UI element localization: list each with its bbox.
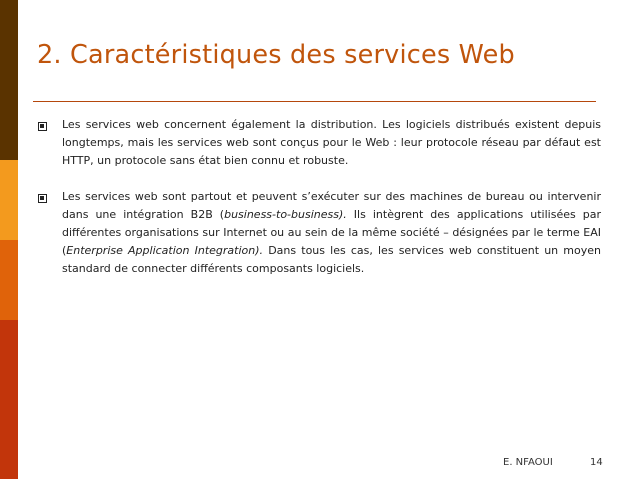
square-bullet-icon [38, 122, 47, 131]
sidebar-segment-light-orange [0, 160, 18, 240]
sidebar-segment-dark-brown [0, 0, 18, 160]
slide-title: 2. Caractéristiques des services Web [37, 40, 515, 70]
footer-page-number: 14 [590, 457, 603, 468]
bullet-paragraph-2 [62, 188, 601, 278]
bullet-paragraph-1: Les services web concernent également la distribution. Les logiciels distribués existent depuis longtemps, mais les services web sont conçus pour le Web : leur protocole réseau par défaut est HTTP, un protocole sans état bien connu et robuste. [62, 118, 601, 167]
bullet-2-text-part-1: Les services web sont partout et peuvent s’exécuter sur des machines de bureau ou intervenir dans une intégration B2B ( [62, 190, 601, 221]
title-divider [33, 101, 596, 102]
sidebar-segment-red-orange [0, 320, 18, 479]
square-bullet-icon [38, 194, 47, 203]
sidebar-segment-orange [0, 240, 18, 320]
bullet-2-italic-term-1: business-to-business). [224, 208, 347, 221]
bullet-2-italic-term-2: Enterprise Application Integration). [66, 244, 264, 257]
footer-author: E. NFAOUI [503, 457, 553, 468]
bullet-2-text-part-2: Ils intègrent des applications utilisées par différentes organisations sur Internet ou au sein de la même société – désignées par le terme EAI ( [62, 208, 601, 257]
bullet-2-text-part-3: Dans tous les cas, les services web constituent un moyen standard de connecter différents composants logiciels. [62, 244, 601, 275]
